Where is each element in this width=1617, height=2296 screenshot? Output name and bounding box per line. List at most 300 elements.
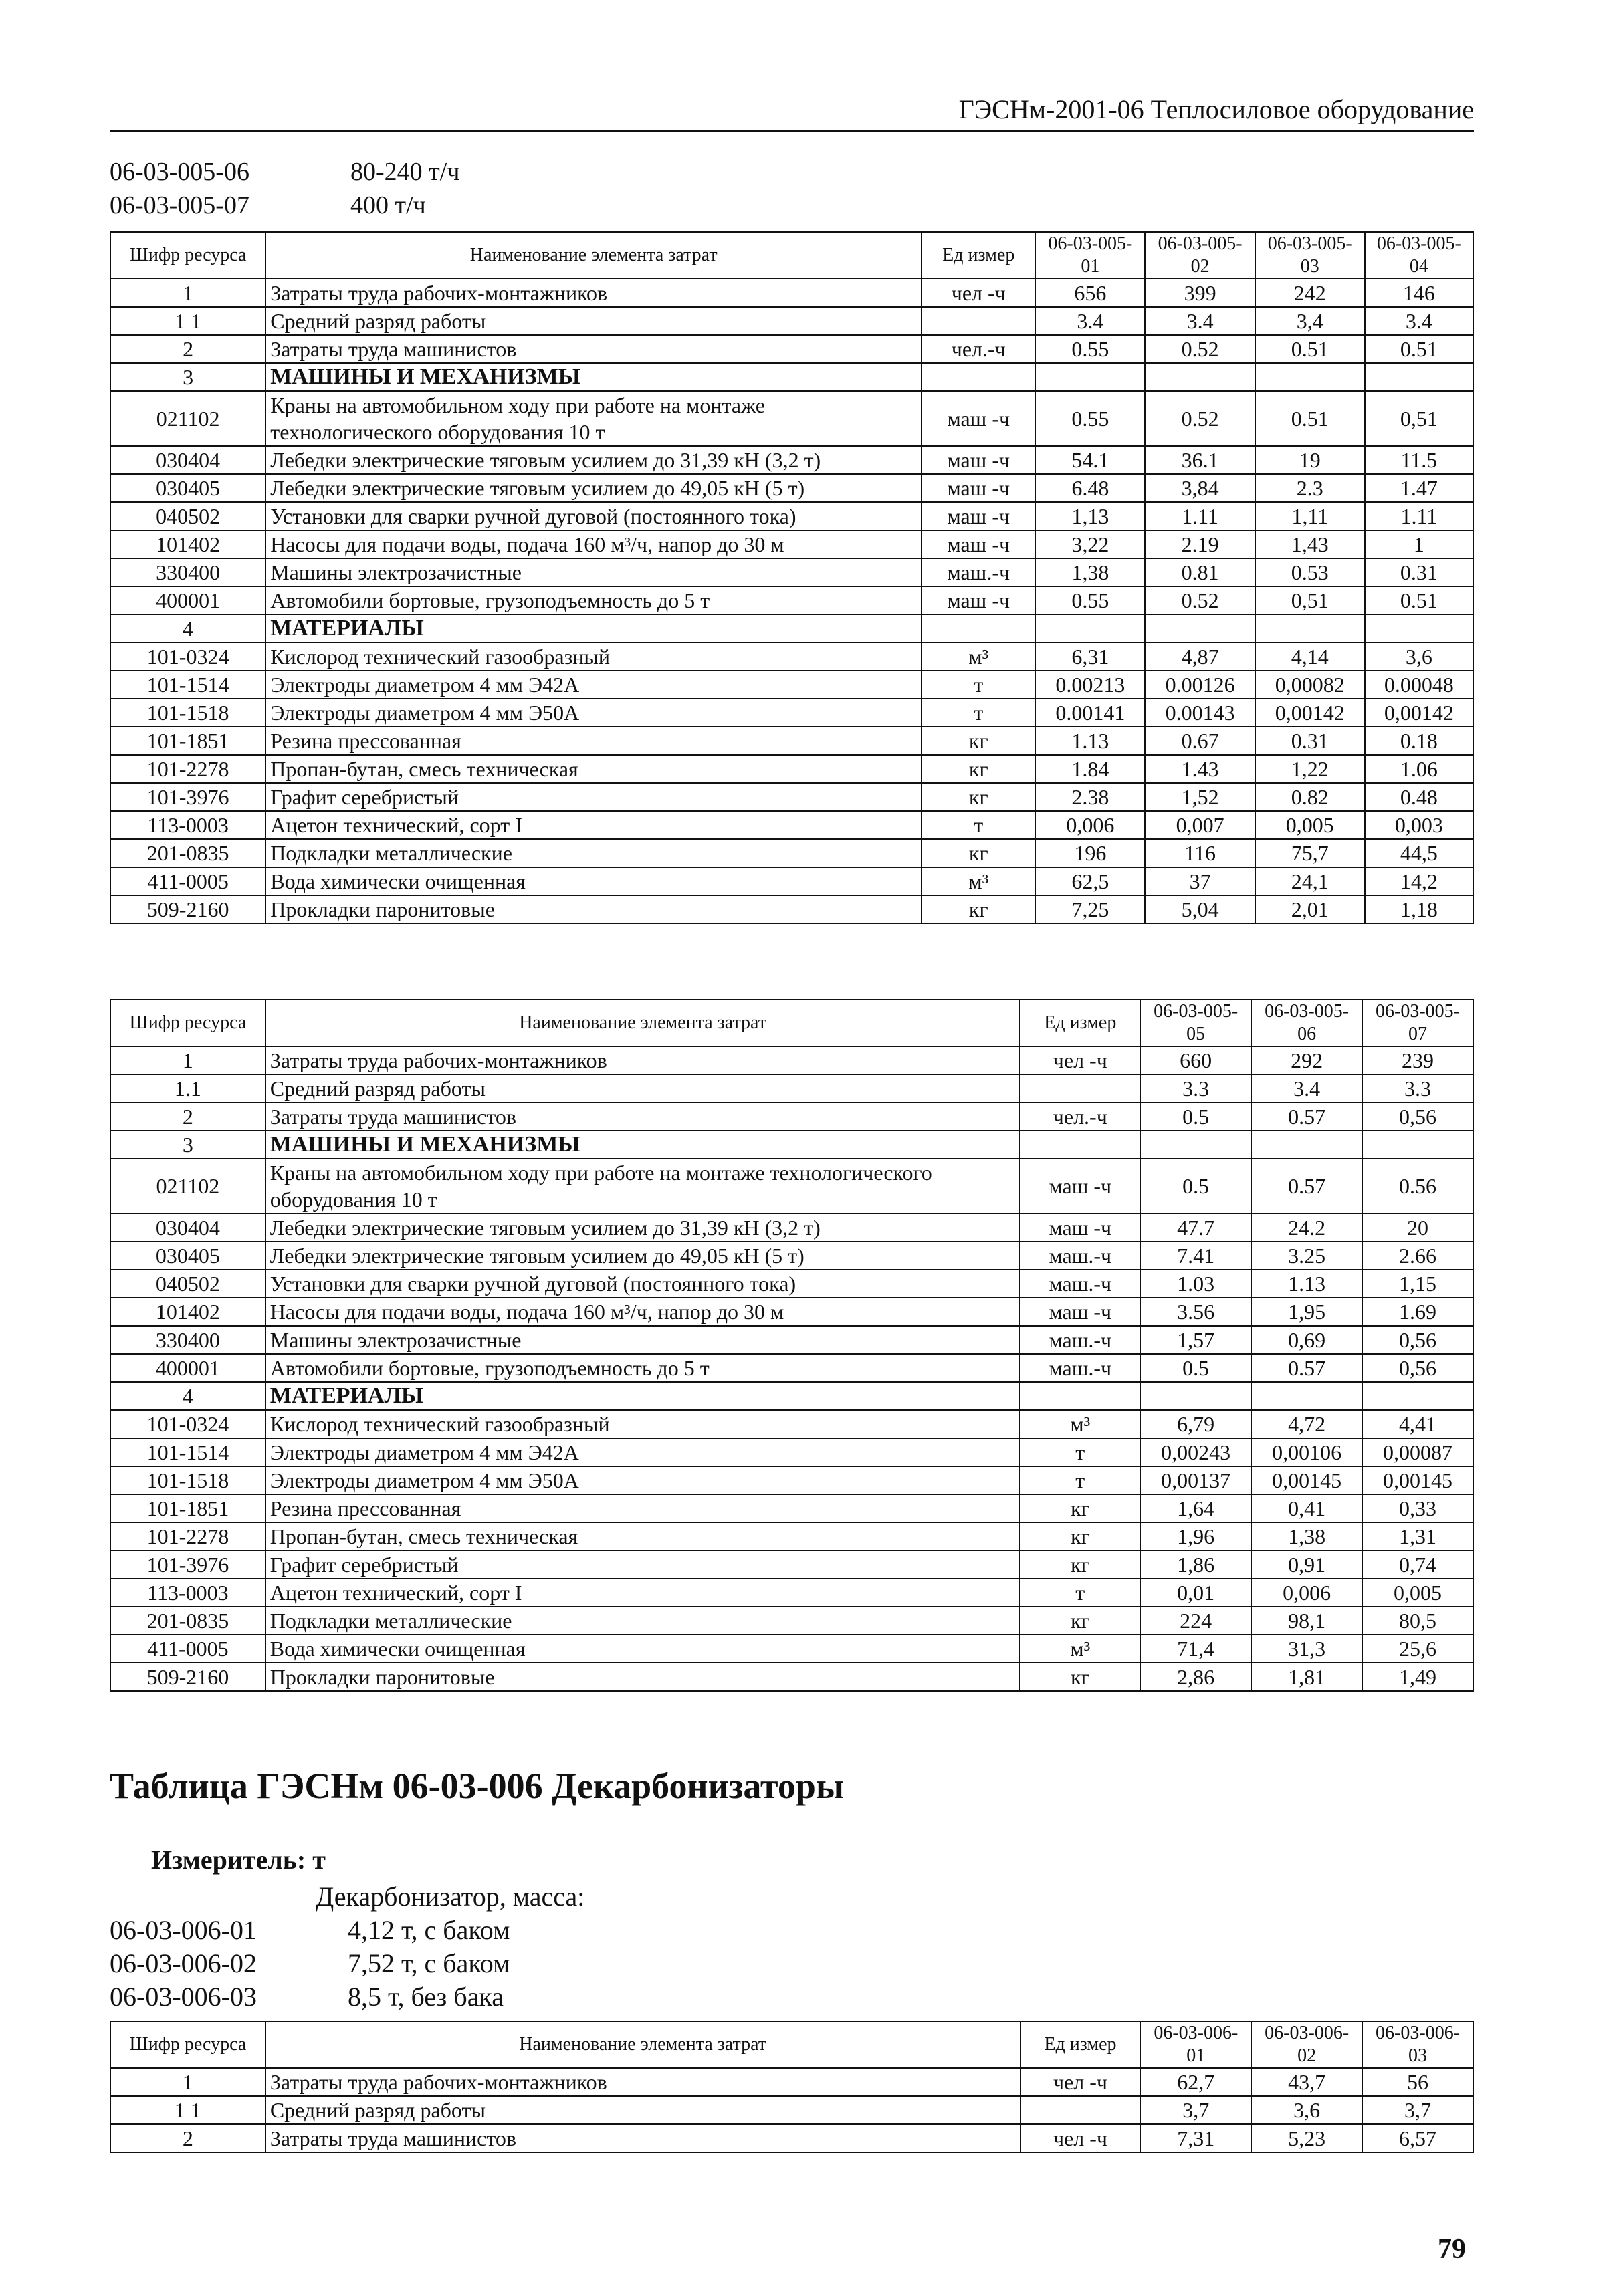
value-cell: 1.06 <box>1365 755 1473 783</box>
decarb-codes <box>110 1880 584 2014</box>
value-cell: 196 <box>1035 839 1145 867</box>
value-cell: 6,79 <box>1140 1410 1251 1438</box>
resource-code-cell: 101-1851 <box>110 727 265 755</box>
resource-name-cell: Вода химически очищенная <box>265 1635 1020 1663</box>
table-row <box>110 1326 1473 1354</box>
value-cell: 0,003 <box>1365 811 1473 839</box>
table-header-row <box>110 2021 1473 2068</box>
section-row <box>110 1131 1473 1159</box>
value-cell: 3,6 <box>1251 2096 1362 2124</box>
table-row <box>110 1103 1473 1131</box>
table-row <box>110 1635 1473 1663</box>
resource-code-cell: 030404 <box>110 1214 265 1242</box>
value-cell: 0,33 <box>1362 1494 1473 1522</box>
value-cell: 71,4 <box>1140 1635 1251 1663</box>
value-cell: 239 <box>1362 1046 1473 1074</box>
unit-cell: маш -ч <box>922 446 1035 474</box>
table-row <box>110 1354 1473 1382</box>
value-cell: 3.4 <box>1365 307 1473 335</box>
value-cell: 0,41 <box>1251 1494 1362 1522</box>
col-header-norm: 06-03-005-07 <box>1362 1000 1473 1046</box>
resource-code-cell: 101-3976 <box>110 783 265 811</box>
table-body <box>110 2068 1473 2152</box>
value-cell: 0.31 <box>1365 558 1473 586</box>
value-cell: 0,00106 <box>1251 1438 1362 1466</box>
value-cell <box>1255 363 1365 391</box>
resource-name-cell: Лебедки электрические тяговым усилием до 31,39 кН (3,2 т) <box>265 446 922 474</box>
value-cell: 6,57 <box>1362 2124 1473 2152</box>
unit-cell: т <box>922 811 1035 839</box>
table-row <box>110 307 1473 335</box>
value-cell: 1,15 <box>1362 1270 1473 1298</box>
value-cell: 1.47 <box>1365 474 1473 502</box>
unit-cell: кг <box>1020 1522 1140 1551</box>
resource-name-cell: Установки для сварки ручной дуговой (постоянного тока) <box>265 502 922 530</box>
resource-code-cell: 021102 <box>110 1159 265 1214</box>
table-header-row <box>110 232 1473 279</box>
resource-code-cell: 3 <box>110 363 265 391</box>
col-header-name: Наименование элемента затрат <box>265 2021 1020 2068</box>
value-cell <box>1140 1382 1251 1410</box>
value-cell: 0,56 <box>1362 1354 1473 1382</box>
resource-name-cell: Насосы для подачи воды, подача 160 м³/ч, напор до 30 м <box>265 530 922 558</box>
value-cell: 0.55 <box>1035 391 1145 446</box>
table-row <box>110 1046 1473 1074</box>
value-cell <box>1362 1131 1473 1159</box>
resource-name-cell: Краны на автомобильном ходу при работе на монтаже технологического оборудования 10 т <box>265 391 922 446</box>
value-cell: 62,7 <box>1140 2068 1251 2096</box>
table-body <box>110 279 1473 923</box>
unit-cell: маш.-ч <box>1020 1354 1140 1382</box>
code-line <box>110 1980 584 2014</box>
code-value: 80-240 т/ч <box>350 158 460 186</box>
col-header-code: Шифр ресурса <box>110 232 265 279</box>
table-row <box>110 1074 1473 1103</box>
value-cell: 31,3 <box>1251 1635 1362 1663</box>
unit-cell: маш -ч <box>922 530 1035 558</box>
value-cell: 660 <box>1140 1046 1251 1074</box>
unit-cell: кг <box>922 895 1035 923</box>
unit-cell: маш.-ч <box>1020 1242 1140 1270</box>
unit-cell: маш -ч <box>922 586 1035 614</box>
table-row <box>110 446 1473 474</box>
section-row <box>110 614 1473 643</box>
resource-code-cell: 101-1518 <box>110 699 265 727</box>
value-cell: 0.51 <box>1365 335 1473 363</box>
resource-code-cell: 113-0003 <box>110 811 265 839</box>
code: 06-03-005-07 <box>110 191 249 219</box>
page-header <box>110 94 1474 132</box>
value-cell: 24,1 <box>1255 867 1365 895</box>
resource-code-cell: 509-2160 <box>110 1663 265 1691</box>
resource-name-cell: Вода химически очищенная <box>265 867 922 895</box>
value-cell <box>1145 614 1255 643</box>
value-cell: 0.55 <box>1035 335 1145 363</box>
value-cell: 0,56 <box>1362 1326 1473 1354</box>
value-cell: 242 <box>1255 279 1365 307</box>
code-line <box>110 1947 584 1980</box>
col-header-norm: 06-03-006-03 <box>1362 2021 1473 2068</box>
unit-cell: кг <box>922 839 1035 867</box>
resource-code-cell: 101-1514 <box>110 1438 265 1466</box>
table-row <box>110 699 1473 727</box>
unit-cell: маш -ч <box>1020 1214 1140 1242</box>
value-cell: 1.03 <box>1140 1270 1251 1298</box>
unit-cell <box>1020 1074 1140 1103</box>
value-cell: 1,57 <box>1140 1326 1251 1354</box>
resource-code-cell: 101-0324 <box>110 643 265 671</box>
value-cell: 0,00142 <box>1365 699 1473 727</box>
table-row <box>110 474 1473 502</box>
value-cell: 0,006 <box>1035 811 1145 839</box>
value-cell: 0,00243 <box>1140 1438 1251 1466</box>
value-cell: 0.00141 <box>1035 699 1145 727</box>
value-cell: 3,6 <box>1365 643 1473 671</box>
resource-name-cell: Установки для сварки ручной дуговой (постоянного тока) <box>265 1270 1020 1298</box>
value-cell: 0.81 <box>1145 558 1255 586</box>
resource-name-cell: Резина прессованная <box>265 727 922 755</box>
unit-cell: чел.-ч <box>922 335 1035 363</box>
resource-name-cell: Затраты труда машинистов <box>265 1103 1020 1131</box>
value-cell: 1,86 <box>1140 1551 1251 1579</box>
value-cell: 0,007 <box>1145 811 1255 839</box>
table-row <box>110 1522 1473 1551</box>
value-cell: 3.4 <box>1251 1074 1362 1103</box>
code: 06-03-005-06 <box>110 158 249 186</box>
resource-name-cell: Затраты труда рабочих-монтажников <box>265 2068 1020 2096</box>
value-cell: 0.51 <box>1255 335 1365 363</box>
value-cell: 0.55 <box>1035 586 1145 614</box>
value-cell: 1,49 <box>1362 1663 1473 1691</box>
resource-code-cell: 1 <box>110 1046 265 1074</box>
value-cell: 1,13 <box>1035 502 1145 530</box>
table-body <box>110 1046 1473 1691</box>
unit-cell: кг <box>922 755 1035 783</box>
resource-name-cell: Затраты труда рабочих-монтажников <box>265 1046 1020 1074</box>
value-cell: 56 <box>1362 2068 1473 2096</box>
unit-cell <box>1020 1131 1140 1159</box>
unit-cell: м³ <box>1020 1410 1140 1438</box>
value-cell: 1 <box>1365 530 1473 558</box>
unit-cell: маш.-ч <box>1020 1326 1140 1354</box>
code-value: 7,52 т, с баком <box>348 1948 510 1978</box>
resource-name-cell: Автомобили бортовые, грузоподъемность до 5 т <box>265 586 922 614</box>
resource-name-cell: Прокладки паронитовые <box>265 1663 1020 1691</box>
value-cell: 0.52 <box>1145 335 1255 363</box>
value-cell: 0,74 <box>1362 1551 1473 1579</box>
value-cell: 6,31 <box>1035 643 1145 671</box>
table-row <box>110 867 1473 895</box>
unit-cell: маш.-ч <box>922 558 1035 586</box>
unit-cell: т <box>922 699 1035 727</box>
resource-code-cell: 030405 <box>110 1242 265 1270</box>
table-row <box>110 558 1473 586</box>
code: 06-03-006-03 <box>110 1982 257 2012</box>
value-cell: 0,00145 <box>1251 1466 1362 1494</box>
table-row <box>110 335 1473 363</box>
resource-name-cell: Электроды диаметром 4 мм Э50А <box>265 699 922 727</box>
value-cell: 0.67 <box>1145 727 1255 755</box>
col-header-norm: 06-03-005-04 <box>1365 232 1473 279</box>
value-cell: 3.4 <box>1145 307 1255 335</box>
resource-name-cell: Графит серебристый <box>265 783 922 811</box>
table-row <box>110 783 1473 811</box>
code: 06-03-006-01 <box>110 1915 257 1945</box>
col-header-norm: 06-03-005-05 <box>1140 1000 1251 1046</box>
resource-name-cell: Лебедки электрические тяговым усилием до 49,05 кН (5 т) <box>265 1242 1020 1270</box>
resource-code-cell: 101-1851 <box>110 1494 265 1522</box>
value-cell: 4,14 <box>1255 643 1365 671</box>
table-row <box>110 1242 1473 1270</box>
value-cell: 3,22 <box>1035 530 1145 558</box>
resource-code-cell: 3 <box>110 1131 265 1159</box>
resource-code-cell: 101-2278 <box>110 1522 265 1551</box>
value-cell: 146 <box>1365 279 1473 307</box>
code-value: 400 т/ч <box>350 191 426 219</box>
value-cell: 0,51 <box>1365 391 1473 446</box>
table-row <box>110 1551 1473 1579</box>
col-header-norm: 06-03-005-02 <box>1145 232 1255 279</box>
resource-code-cell: 201-0835 <box>110 1607 265 1635</box>
resource-code-cell: 4 <box>110 614 265 643</box>
value-cell: 3.3 <box>1362 1074 1473 1103</box>
col-header-norm: 06-03-005-01 <box>1035 232 1145 279</box>
value-cell: 3.3 <box>1140 1074 1251 1103</box>
value-cell: 0,00082 <box>1255 671 1365 699</box>
code-line <box>110 189 459 222</box>
code-line <box>110 1914 584 1947</box>
col-header-code: Шифр ресурса <box>110 1000 265 1046</box>
value-cell: 2.38 <box>1035 783 1145 811</box>
resource-code-cell: 040502 <box>110 502 265 530</box>
resource-name-cell: МАТЕРИАЛЫ <box>265 1382 1020 1410</box>
value-cell: 80,5 <box>1362 1607 1473 1635</box>
value-cell: 20 <box>1362 1214 1473 1242</box>
value-cell: 4,87 <box>1145 643 1255 671</box>
value-cell: 2.19 <box>1145 530 1255 558</box>
value-cell: 4,41 <box>1362 1410 1473 1438</box>
value-cell <box>1365 614 1473 643</box>
resource-name-cell: Резина прессованная <box>265 1494 1020 1522</box>
value-cell: 7,31 <box>1140 2124 1251 2152</box>
page-number: 79 <box>1438 2234 1466 2265</box>
value-cell: 0.51 <box>1255 391 1365 446</box>
resource-table-1 <box>110 231 1474 924</box>
section-row <box>110 363 1473 391</box>
unit-cell: кг <box>1020 1607 1140 1635</box>
value-cell: 0.57 <box>1251 1159 1362 1214</box>
unit-cell: т <box>922 671 1035 699</box>
value-cell: 0.48 <box>1365 783 1473 811</box>
col-header-name: Наименование элемента затрат <box>265 232 922 279</box>
table-row <box>110 811 1473 839</box>
resource-code-cell: 101-2278 <box>110 755 265 783</box>
value-cell: 0,005 <box>1362 1579 1473 1607</box>
value-cell: 1.84 <box>1035 755 1145 783</box>
table-row <box>110 1410 1473 1438</box>
unit-cell: м³ <box>922 867 1035 895</box>
col-header-norm: 06-03-005-03 <box>1255 232 1365 279</box>
value-cell: 3,84 <box>1145 474 1255 502</box>
value-cell: 0,00145 <box>1362 1466 1473 1494</box>
resource-name-cell: Насосы для подачи воды, подача 160 м³/ч, напор до 30 м <box>265 1298 1020 1326</box>
value-cell: 1,95 <box>1251 1298 1362 1326</box>
col-header-norm: 06-03-006-02 <box>1251 2021 1362 2068</box>
unit-cell: маш -ч <box>1020 1159 1140 1214</box>
table-row <box>110 586 1473 614</box>
resource-code-cell: 201-0835 <box>110 839 265 867</box>
value-cell: 0,56 <box>1362 1103 1473 1131</box>
resource-code-cell: 330400 <box>110 1326 265 1354</box>
value-cell: 75,7 <box>1255 839 1365 867</box>
value-cell <box>1362 1382 1473 1410</box>
resource-name-cell: Кислород технический газообразный <box>265 1410 1020 1438</box>
table-row <box>110 671 1473 699</box>
resource-name-cell: Затраты труда машинистов <box>265 335 922 363</box>
value-cell: 0.5 <box>1140 1159 1251 1214</box>
value-cell: 1,31 <box>1362 1522 1473 1551</box>
value-cell: 1,52 <box>1145 783 1255 811</box>
table-header-row <box>110 1000 1473 1046</box>
resource-name-cell: Машины электрозачистные <box>265 558 922 586</box>
value-cell: 3.25 <box>1251 1242 1362 1270</box>
value-cell <box>1035 614 1145 643</box>
resource-name-cell: Пропан-бутан, смесь техническая <box>265 1522 1020 1551</box>
value-cell: 6.48 <box>1035 474 1145 502</box>
value-cell: 1,38 <box>1035 558 1145 586</box>
resource-code-cell: 2 <box>110 335 265 363</box>
value-cell: 292 <box>1251 1046 1362 1074</box>
value-cell: 3,7 <box>1140 2096 1251 2124</box>
value-cell: 0.31 <box>1255 727 1365 755</box>
table-row <box>110 1607 1473 1635</box>
resource-name-cell: Средний разряд работы <box>265 1074 1020 1103</box>
value-cell <box>1251 1131 1362 1159</box>
col-header-name: Наименование элемента затрат <box>265 1000 1020 1046</box>
resource-code-cell: 2 <box>110 1103 265 1131</box>
resource-name-cell: Лебедки электрические тяговым усилием до 49,05 кН (5 т) <box>265 474 922 502</box>
value-cell: 19 <box>1255 446 1365 474</box>
value-cell: 0,00087 <box>1362 1438 1473 1466</box>
unit-cell: маш.-ч <box>1020 1270 1140 1298</box>
table-row <box>110 502 1473 530</box>
value-cell: 0.51 <box>1365 586 1473 614</box>
value-cell: 3,7 <box>1362 2096 1473 2124</box>
resource-code-cell: 411-0005 <box>110 1635 265 1663</box>
unit-cell: т <box>1020 1579 1140 1607</box>
resource-code-cell: 400001 <box>110 1354 265 1382</box>
unit-cell: чел -ч <box>922 279 1035 307</box>
resource-name-cell: Средний разряд работы <box>265 2096 1020 2124</box>
resource-name-cell: Графит серебристый <box>265 1551 1020 1579</box>
value-cell: 0.5 <box>1140 1354 1251 1382</box>
value-cell: 2,01 <box>1255 895 1365 923</box>
table-row <box>110 391 1473 446</box>
value-cell: 0,00137 <box>1140 1466 1251 1494</box>
resource-code-cell: 030404 <box>110 446 265 474</box>
section-title: Таблица ГЭСНм 06-03-006 Декарбонизаторы <box>110 1766 845 1806</box>
top-codes <box>110 155 459 222</box>
value-cell: 1.11 <box>1365 502 1473 530</box>
value-cell: 0.00143 <box>1145 699 1255 727</box>
value-cell: 0.53 <box>1255 558 1365 586</box>
unit-cell: м³ <box>1020 1635 1140 1663</box>
col-header-unit: Ед измер <box>922 232 1035 279</box>
table-row <box>110 727 1473 755</box>
value-cell: 7,25 <box>1035 895 1145 923</box>
resource-code-cell: 113-0003 <box>110 1579 265 1607</box>
measure-line <box>151 1844 326 1875</box>
value-cell: 2.3 <box>1255 474 1365 502</box>
table-row <box>110 839 1473 867</box>
resource-code-cell: 400001 <box>110 586 265 614</box>
header-title: ГЭСНм-2001-06 Теплосиловое оборудование <box>958 94 1474 124</box>
value-cell: 44,5 <box>1365 839 1473 867</box>
table-row <box>110 1270 1473 1298</box>
measure-value: т <box>312 1845 326 1875</box>
value-cell: 43,7 <box>1251 2068 1362 2096</box>
resource-name-cell: МАТЕРИАЛЫ <box>265 614 922 643</box>
unit-cell: кг <box>1020 1663 1140 1691</box>
value-cell: 399 <box>1145 279 1255 307</box>
table-row <box>110 1214 1473 1242</box>
resource-code-cell: 030405 <box>110 474 265 502</box>
table-row <box>110 643 1473 671</box>
code-value: 4,12 т, с баком <box>348 1915 510 1945</box>
unit-cell: кг <box>1020 1551 1140 1579</box>
resource-name-cell: Электроды диаметром 4 мм Э42А <box>265 1438 1020 1466</box>
value-cell <box>1255 614 1365 643</box>
measure-label: Измеритель: <box>151 1845 306 1875</box>
table-row <box>110 1298 1473 1326</box>
value-cell: 0.52 <box>1145 391 1255 446</box>
resource-code-cell: 101402 <box>110 1298 265 1326</box>
value-cell <box>1140 1131 1251 1159</box>
unit-cell <box>1020 1382 1140 1410</box>
value-cell: 0.52 <box>1145 586 1255 614</box>
value-cell: 0.00213 <box>1035 671 1145 699</box>
value-cell: 1,64 <box>1140 1494 1251 1522</box>
unit-cell: чел.-ч <box>1020 1103 1140 1131</box>
value-cell <box>1145 363 1255 391</box>
resource-name-cell: Краны на автомобильном ходу при работе на монтаже технологического оборудования 10 т <box>265 1159 1020 1214</box>
resource-table-3 <box>110 2021 1474 2153</box>
unit-cell <box>922 363 1035 391</box>
value-cell: 0,01 <box>1140 1579 1251 1607</box>
resource-code-cell: 4 <box>110 1382 265 1410</box>
resource-code-cell: 1 <box>110 279 265 307</box>
value-cell: 2.66 <box>1362 1242 1473 1270</box>
resource-name-cell: Затраты труда рабочих-монтажников <box>265 279 922 307</box>
value-cell: 3.4 <box>1035 307 1145 335</box>
value-cell: 14,2 <box>1365 867 1473 895</box>
unit-cell: чел -ч <box>1020 1046 1140 1074</box>
resource-code-cell: 101402 <box>110 530 265 558</box>
resource-name-cell: Машины электрозачистные <box>265 1326 1020 1354</box>
resource-code-cell: 1 <box>110 2068 265 2096</box>
decarb-heading: Декарбонизатор, масса: <box>316 1881 585 1912</box>
value-cell: 0.57 <box>1251 1103 1362 1131</box>
resource-name-cell: Подкладки металлические <box>265 839 922 867</box>
table-row <box>110 1663 1473 1691</box>
resource-code-cell: 1 1 <box>110 307 265 335</box>
col-header-norm: 06-03-005-06 <box>1251 1000 1362 1046</box>
unit-cell: кг <box>1020 1494 1140 1522</box>
resource-code-cell: 1.1 <box>110 1074 265 1103</box>
value-cell <box>1251 1382 1362 1410</box>
value-cell: 0.5 <box>1140 1103 1251 1131</box>
table-row <box>110 2096 1473 2124</box>
